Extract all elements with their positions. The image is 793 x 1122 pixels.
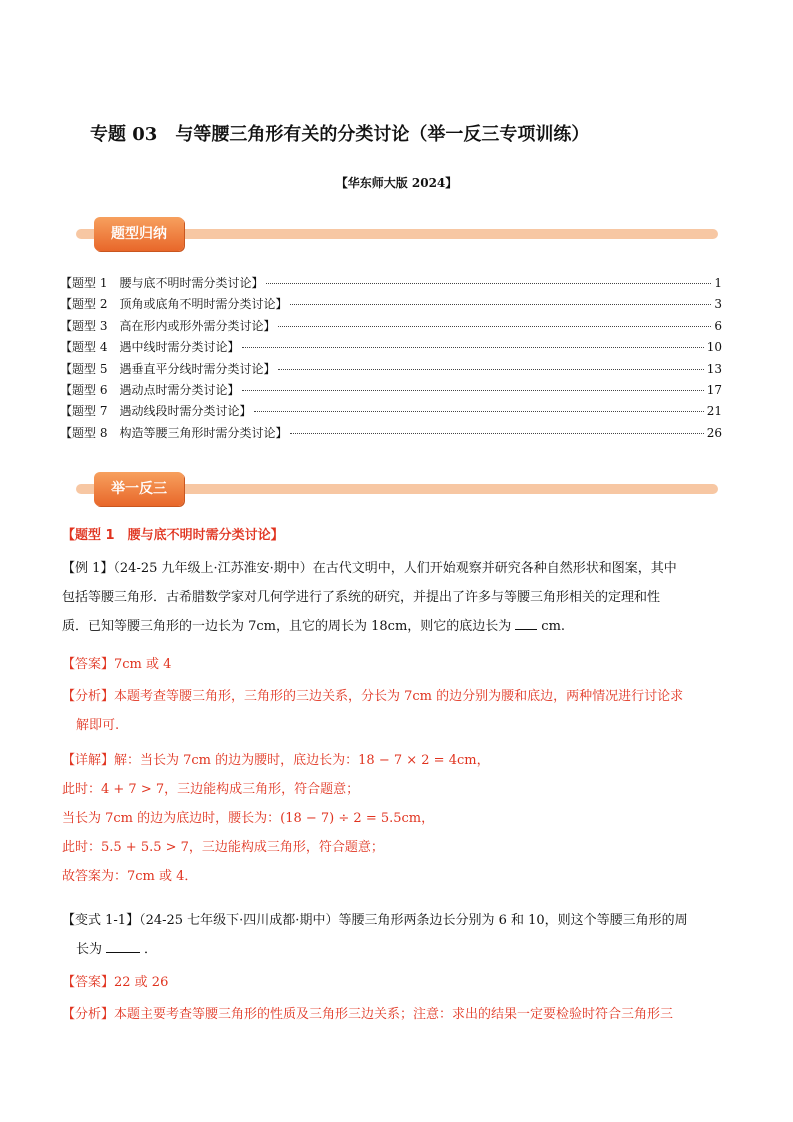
detail-line: 【详解】解：当长为 7cm 的边为腰时，底边长为：18 − 7 × 2 = 4cm， (62, 753, 490, 768)
toc-item-page: 6 (714, 318, 722, 333)
toc-leader (290, 304, 711, 305)
example-line-text: 质．已知等腰三角形的一边长为 7cm，且它的周长为 18cm，则它的底边长为 (62, 619, 512, 634)
toc-leader (254, 411, 703, 412)
answer-blank (106, 938, 140, 953)
detail-line: 此时：4 + 7 > 7，三边能构成三角形，符合题意； (62, 782, 360, 797)
section-heading: 【题型 1 腰与底不明时需分类讨论】 (62, 528, 284, 543)
toc-item[interactable] (60, 402, 722, 423)
detail-text (62, 746, 724, 891)
page-subtitle: 【华东师大版 2024】 (335, 176, 458, 190)
example-line (62, 612, 724, 641)
detail-line: 此时：5.5 + 5.5 > 7，三边能构成三角形，符合题意； (62, 840, 384, 855)
toc-item-label: 【题型 4 遇中线时需分类讨论】 (60, 340, 240, 355)
toc-item-page: 1 (714, 276, 722, 290)
toc-item[interactable] (60, 274, 722, 295)
detail-line: 故答案为：7cm 或 4． (62, 869, 198, 884)
answer-blank (515, 615, 537, 630)
banner-question-types (76, 217, 718, 251)
toc-item[interactable] (60, 360, 722, 381)
variant-line-end: ． (144, 942, 158, 957)
banner-tag: 题型归纳 (94, 217, 184, 251)
variant-line-text: 长为 (76, 942, 103, 957)
toc-leader (242, 347, 703, 348)
toc-item-label: 【题型 7 遇动线段时需分类讨论】 (60, 404, 252, 419)
example-line: 包括等腰三角形．古希腊数学家对几何学进行了系统的研究，并提出了许多与等腰三角形相关的定理和性 (62, 590, 661, 605)
analysis-line: 解即可. (76, 718, 120, 733)
toc-item[interactable] (60, 317, 722, 338)
analysis-text (62, 682, 724, 740)
toc-item-label: 【题型 3 高在形内或形外需分类讨论】 (60, 318, 276, 333)
example-line: 【例 1】（24-25 九年级上·江苏淮安·期中）在古代文明中，人们开始观察并研究各种自然形状和图案，其中 (62, 561, 677, 576)
toc-item-label: 【题型 6 遇动点时需分类讨论】 (60, 382, 240, 397)
toc-item-page: 21 (706, 404, 722, 419)
page-title: 专题 03 与等腰三角形有关的分类讨论（举一反三专项训练） (90, 124, 590, 145)
banner-practice (76, 472, 718, 506)
detail-line: 当长为 7cm 的边为底边时，腰长为：(18 − 7) ÷ 2 = 5.5cm， (62, 811, 435, 826)
answer-text: 【答案】22 或 26 (62, 975, 169, 990)
toc-item-page: 17 (706, 382, 722, 397)
toc-item-label: 【题型 1 腰与底不明时需分类讨论】 (60, 276, 264, 290)
variant-text (62, 906, 724, 964)
toc-item[interactable] (60, 295, 722, 316)
toc-item[interactable] (60, 424, 722, 445)
example-unit: cm. (541, 619, 566, 634)
banner-tag: 举一反三 (94, 472, 184, 506)
toc-leader (266, 283, 711, 284)
toc-item-label: 【题型 8 构造等腰三角形时需分类讨论】 (60, 425, 288, 440)
toc-leader (242, 390, 703, 391)
table-of-contents (60, 274, 722, 445)
example-text (62, 554, 724, 641)
toc-item-page: 10 (706, 340, 722, 355)
analysis-text: 【分析】本题主要考查等腰三角形的性质及三角形三边关系；注意：求出的结果一定要检验时符合三角形三 (62, 1007, 674, 1022)
toc-leader (290, 433, 703, 434)
answer-text: 【答案】7cm 或 4 (62, 657, 172, 672)
toc-item[interactable] (60, 381, 722, 402)
analysis-line: 【分析】本题考查等腰三角形，三角形的三边关系，分长为 7cm 的边分别为腰和底边，两种情况进行讨论求 (62, 689, 684, 704)
variant-line: 【变式 1-1】（24-25 七年级下·四川成都·期中）等腰三角形两条边长分别为 6 和 10，则这个等腰三角形的周 (62, 913, 688, 928)
toc-leader (278, 326, 711, 327)
toc-item-label: 【题型 2 顶角或底角不明时需分类讨论】 (60, 297, 288, 312)
toc-item-page: 26 (706, 425, 722, 440)
toc-item-label: 【题型 5 遇垂直平分线时需分类讨论】 (60, 361, 276, 376)
toc-item-page: 13 (706, 361, 722, 376)
toc-item[interactable] (60, 338, 722, 359)
toc-item-page: 3 (714, 297, 722, 312)
variant-line (62, 935, 724, 964)
toc-leader (278, 369, 703, 370)
